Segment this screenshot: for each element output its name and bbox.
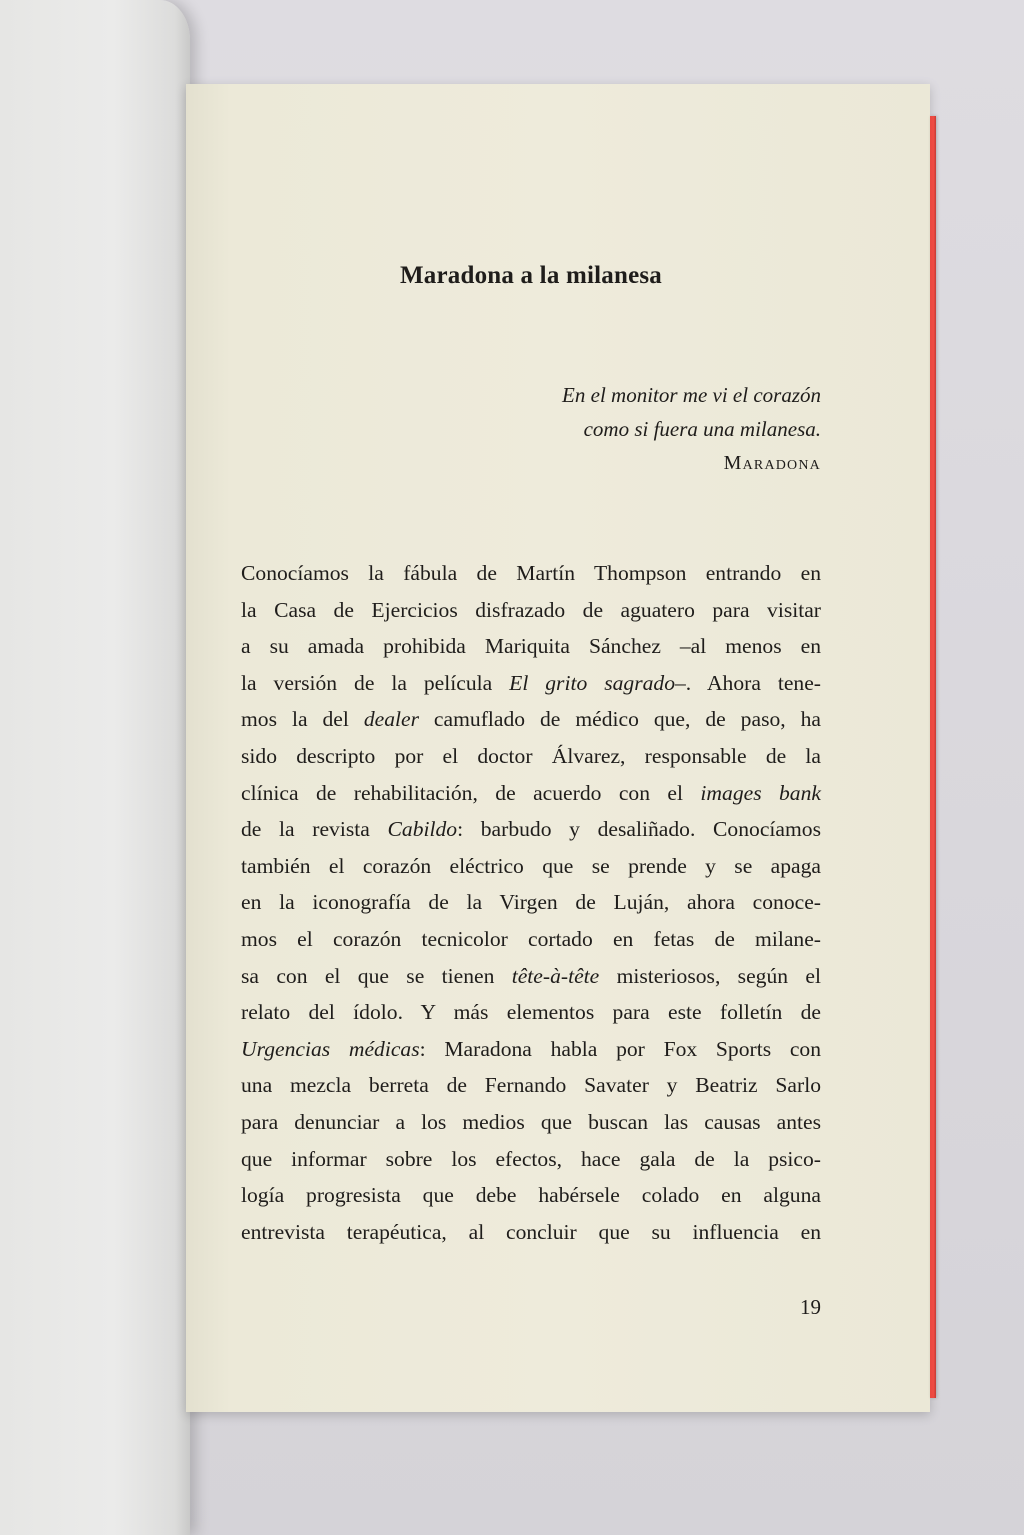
body-line [241, 555, 821, 592]
text-segment: sido descripto por el doctor Álvarez, responsable de la [241, 743, 821, 768]
left-page-faded-text [0, 60, 190, 336]
italic-text: dealer [363, 707, 419, 732]
text-segment: : Maradona habla por Fox Sports con [419, 1036, 821, 1061]
body-line [241, 921, 821, 958]
body-line [241, 628, 821, 665]
body-line [241, 1031, 821, 1068]
body-line [241, 775, 821, 812]
italic-text: Cabildo [387, 817, 458, 842]
italic-text: tête-à-tête [511, 963, 600, 988]
body-line [241, 1141, 821, 1178]
text-segment: también el corazón eléctrico que se prende y se apaga [241, 853, 821, 878]
italic-text: images bank [700, 780, 821, 805]
body-line [241, 958, 821, 995]
page-number: 19 [800, 1295, 821, 1319]
body-line [241, 1067, 821, 1104]
body-line [241, 811, 821, 848]
epigraph-author: Maradona [723, 452, 821, 474]
text-segment: relato del ídolo. Y más elementos para este folletín de [241, 1000, 821, 1025]
body-line [241, 848, 821, 885]
body-line [241, 1104, 821, 1141]
text-segment: mos el corazón tecnicolor cortado en fetas de milane- [241, 926, 821, 951]
text-segment: misteriosos, según el [599, 963, 821, 988]
left-facing-page [0, 0, 190, 1535]
italic-text: El grito sagrado [509, 670, 675, 695]
text-segment: para denunciar a los medios que buscan las causas antes [241, 1109, 821, 1134]
body-paragraph [241, 555, 821, 1250]
text-segment: : barbudo y desaliñado. Conocíamos [457, 817, 821, 842]
text-segment: entrevista terapéutica, al concluir que su influencia en [241, 1219, 821, 1244]
body-line [241, 701, 821, 738]
epigraph-line: como si fuera una milanesa. [583, 417, 821, 441]
epigraph [241, 378, 821, 480]
body-line [241, 1214, 821, 1251]
body-line [241, 665, 821, 702]
italic-text: Urgencias médicas [241, 1036, 420, 1061]
body-line [241, 884, 821, 921]
text-segment: mos la del [241, 707, 364, 732]
epigraph-line: En el monitor me vi el corazón [562, 383, 821, 407]
text-segment: la Casa de Ejercicios disfrazado de aguatero para visitar [241, 597, 821, 622]
text-segment: Conocíamos la fábula de Martín Thompson entrando en [241, 561, 821, 585]
text-segment: clínica de rehabilitación, de acuerdo con el [241, 780, 701, 805]
text-segment: sa con el que se tienen [241, 963, 512, 988]
text-segment: logía progresista que debe habérsele colado en alguna [241, 1183, 821, 1208]
text-segment: una mezcla berreta de Fernando Savater y Beatriz Sarlo [241, 1073, 821, 1098]
text-segment: que informar sobre los efectos, hace gala de la psico- [241, 1146, 821, 1171]
body-line [241, 1177, 821, 1214]
body-line [241, 994, 821, 1031]
text-segment: en la iconografía de la Virgen de Luján, ahora conoce- [241, 890, 821, 915]
text-segment: la versión de la película [241, 670, 510, 695]
text-segment: a su amada prohibida Mariquita Sánchez –al menos en [241, 634, 821, 659]
body-line [241, 738, 821, 775]
chapter-title: Maradona a la milanesa [399, 262, 663, 289]
text-segment: de la revista [241, 817, 388, 842]
body-line [241, 592, 821, 629]
text-segment: –. Ahora tene- [675, 670, 821, 695]
text-segment: camuflado de médico que, de paso, ha [418, 707, 821, 732]
red-page-edge [930, 116, 936, 1398]
